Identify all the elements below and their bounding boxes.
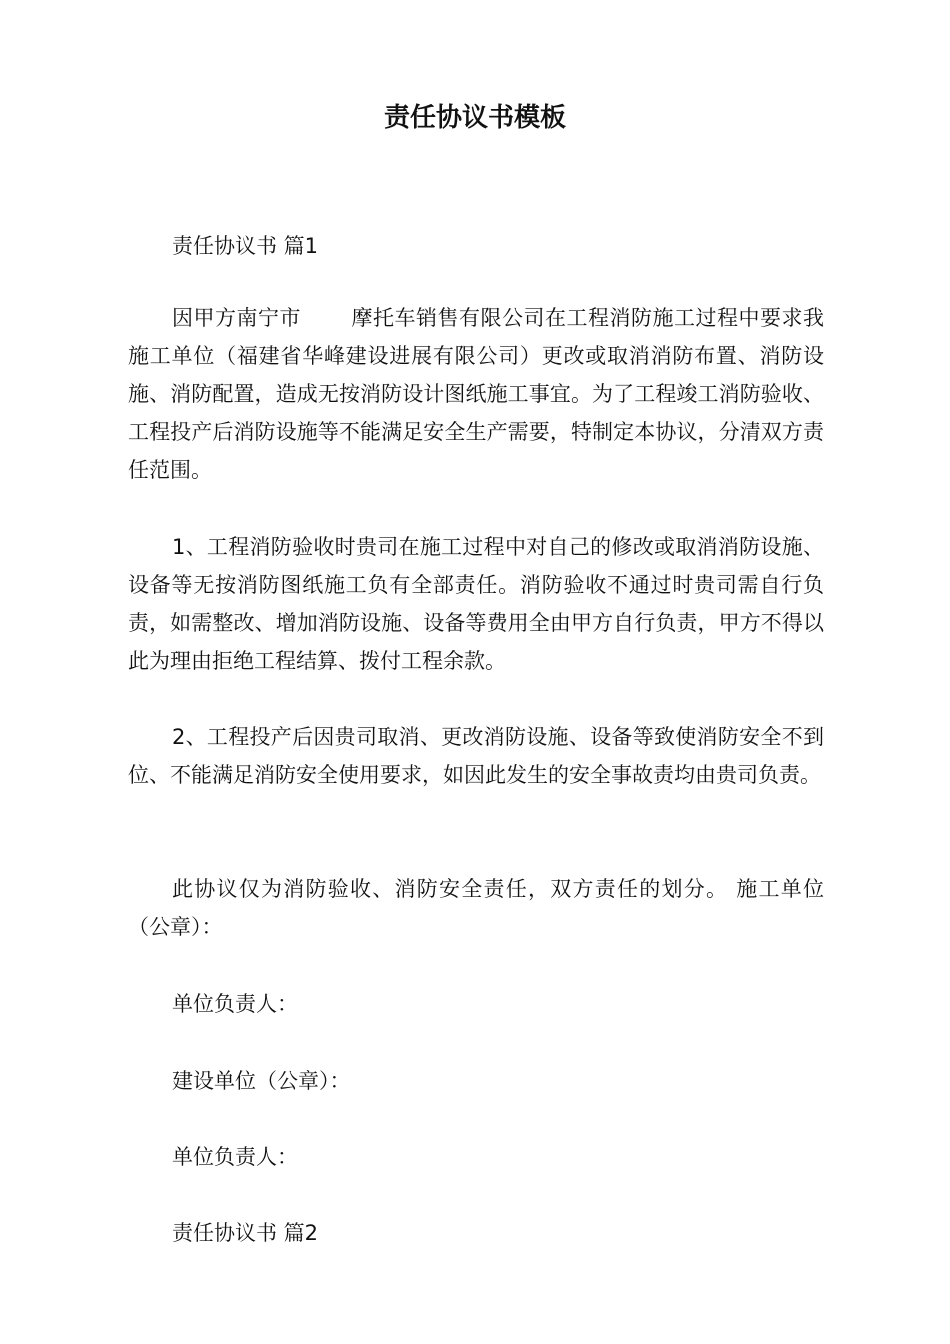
intro-paragraph [128,299,824,489]
closing-paragraph: 此协议仅为消防验收、消防安全责任，双方责任的划分。 施工单位（公章）： [128,877,824,939]
clause-1-paragraph: 1、工程消防验收时贵司在施工过程中对自己的修改或取消消防设施、设备等无按消防图纸施工负有全部责任。消防验收不通过时贵司需自行负责，如需整改、增加消防设施、设备等费用全由甲方自行负责，甲方不得以此为理由拒绝工程结算、拨付工程余款。 [128,535,824,673]
intro-text-part1: 因甲方南宁市 [172,306,301,330]
signature-line-2: 建设单位（公章）： [172,1069,351,1093]
document-title: 责任协议书模板 [383,103,566,133]
section-heading-1: 责任协议书 篇1 [172,234,319,258]
clause-2-paragraph: 2、工程投产后因贵司取消、更改消防设施、设备等致使消防安全不到位、不能满足消防安全使用要求，如因此发生的安全事故责均由贵司负责。 [128,725,824,787]
intro-text-part2: 摩托车销售有限公司在工程消防施工过程中要求我施工单位（福建省华峰建设进展有限公司）更改或取消消防布置、消防设施、消防配置，造成无按消防设计图纸施工事宜。为了工程竣工消防验收、工程投产后消防设施等不能满足安全生产需要，特制定本协议，分清双方责任范围。 [128,306,824,482]
signature-line-3: 单位负责人： [172,1145,298,1169]
signature-line-1: 单位负责人： [172,992,298,1016]
section-heading-2: 责任协议书 篇2 [172,1221,319,1245]
